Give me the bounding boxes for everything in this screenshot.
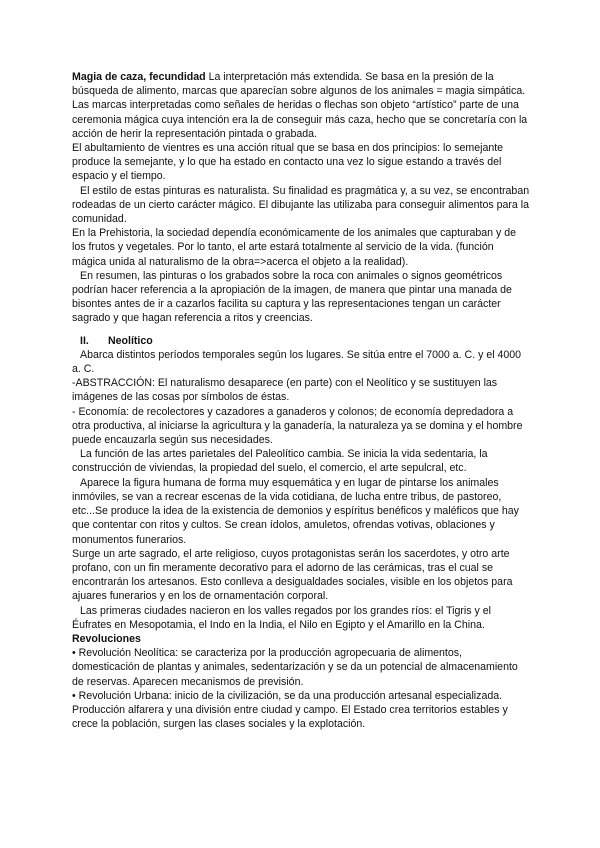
- list-item-revolucion-neolitica: • Revolución Neolítica: se caracteriza por la producción agropecuaria de alimentos, domesticación de plantas y animales, sedentarización y se da un potencial de almacenamiento de reservas. Aparecen mecanismos de previsión.: [72, 647, 518, 688]
- paragraph-estilo: El estilo de estas pinturas es naturalista. Su finalidad es pragmática y, a su vez, se encontraban rodeadas de un cierto carácter mágico. El dibujante las utilizaba para conseguir alimentos para la comunidad.: [72, 184, 530, 226]
- paragraph-abstraccion: -ABSTRACCIÓN: El naturalismo desaparece (en parte) con el Neolítico y se sustituyen las imágenes de las cosas por símbolos de éstas.: [72, 377, 498, 404]
- paragraph-abultamiento: El abultamiento de vientres es una acción ritual que se basa en dos principios: lo semejante produce la semejante, y lo que ha estado en contacto una vez lo sigue estando a través del espacio y el tiempo.: [72, 142, 504, 183]
- heading-revoluciones: Revoluciones: [72, 632, 141, 645]
- paragraph-ciudades: Las primeras ciudades nacieron en los valles regados por los grandes ríos: el Tigris y el Éufrates en Mesopotamia, el Indo en la India, el Nilo en Egipto y el Amarillo en la China.: [72, 604, 492, 631]
- paragraph-resumen: En resumen, las pinturas o los grabados sobre la roca con animales o signos geométricos podrían hacer referencia a la apropiación de la imagen, de manera que pintar una manada de bisontes antes de ir a cazarlos facilita su captura y las representaciones tengan un carácter sagrado y que hagan referencia a ritos y creencias.: [72, 269, 512, 325]
- paragraph-figura-humana: Aparece la figura humana de forma muy esquemática y en lugar de pintarse los animales inmóviles, se van a recrear escenas de la vida cotidiana, de lucha entre tribus, de pastoreo, etc...Se produce la idea de la existencia de demonios y espíritus benéficos y maléficos que hay que contentar con ritos y cultos. Se crean ídolos, amuletos, ofrendas votivas, oblaciones y monumentos funerarios.: [72, 476, 519, 546]
- heading-magia: Magia de caza, fecundidad: [72, 71, 206, 83]
- paragraph-arte-sagrado: Surge un arte sagrado, el arte religioso, cuyos protagonistas serán los sacerdotes, y otro arte profano, con un fin meramente decorativo para el adorno de las cerámicas, tras el cual se encontrarán los artesanos. Esto conlleva a desigualdades sociales, visible en los objetos para ajuares funerarios y en los de ornamentación corporal.: [72, 547, 513, 603]
- paragraph-funcion: La función de las artes parietales del Paleolítico cambia. Se inicia la vida sedentaria, la construcción de viviendas, la propiedad del suelo, el comercio, el arte sepulcral, etc.: [72, 448, 488, 475]
- heading-neolitico: [72, 334, 530, 348]
- paragraph-magia-intro: [72, 70, 530, 141]
- heading-neolitico-number: II.: [80, 334, 89, 347]
- heading-neolitico-title: Neolítico: [108, 334, 153, 347]
- paragraph-economia: - Economía: de recolectores y cazadores a ganaderos y colonos; de economía depredadora a otra productiva, al iniciarse la agricultura y la ganadería, la naturaleza ya se domina y el hombre puede encauzarla según sus necesidades.: [72, 405, 523, 447]
- paragraph-abarca: Abarca distintos períodos temporales según los lugares. Se sitúa entre el 7000 a. C. y el 4000 a. C.: [72, 348, 522, 376]
- paragraph-prehistoria: En la Prehistoria, la sociedad dependía económicamente de los animales que capturaban y de los frutos y vegetales. Por lo tanto, el arte estará totalmente al servicio de la vida. (función mágica unida al naturalismo de la obra=>acerca el objeto a la realidad).: [72, 227, 517, 268]
- document-body: [72, 70, 530, 731]
- list-item-revolucion-urbana: • Revolución Urbana: inicio de la civilización, se da una producción artesanal especializada. Producción alfarera y una división entre ciudad y campo. El Estado crea territorios estables y crece la población, surgen las clases sociales y la explotación.: [72, 689, 508, 731]
- magia-intro-text: La interpretación más extendida. Se basa en la presión de la búsqueda de alimento, marcas que aparecían sobre algunos de los animales = magia simpática. Las marcas interpretadas como señales de heridas o flechas son objeto “artístico” parte de una ceremonia mágica cuya intención era la de conseguir más caza, hecho que se concretaría con la acción de herir la representación pintada o grabada.: [72, 71, 528, 140]
